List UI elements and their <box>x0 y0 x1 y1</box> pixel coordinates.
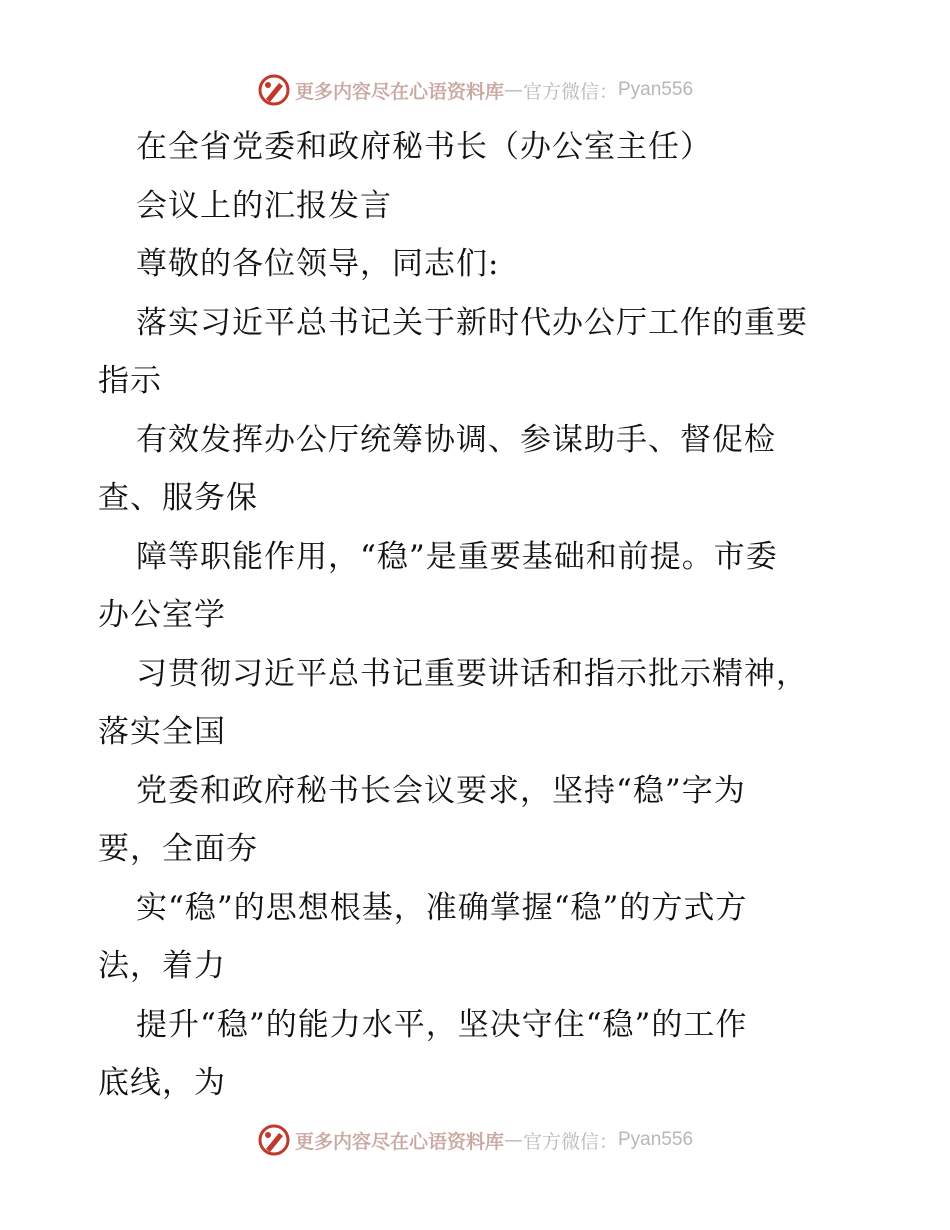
header-watermark <box>0 70 950 110</box>
text-line: 要，全面夯 <box>98 831 258 867</box>
text-line: 障等职能作用，“稳”是重要基础和前提。市委 <box>136 538 778 575</box>
red-pen-circle-logo-icon <box>257 1123 291 1157</box>
watermark-dash: — <box>503 79 523 101</box>
text-line: 有效发挥办公厅统筹协调、参谋助手、督促检 <box>136 421 776 458</box>
watermark-wechat-label: 官方微信： <box>522 80 618 103</box>
text-line: 落实全国 <box>98 714 226 750</box>
watermark-wechat-id: Pyan556 <box>618 79 694 100</box>
text-line: 办公室学 <box>98 597 226 633</box>
red-pen-circle-logo-icon <box>257 73 291 107</box>
text-line: 指示 <box>98 363 162 399</box>
text-line: 习贯彻习近平总书记重要讲话和指示批示精神， <box>136 655 808 692</box>
text-line: 尊敬的各位领导，同志们: <box>136 246 500 282</box>
text-line: 在全省党委和政府秘书长（办公室主任） <box>136 129 712 165</box>
text-line: 法，着力 <box>98 948 226 984</box>
footer-watermark <box>0 1120 950 1160</box>
watermark-slogan: 更多内容尽在心语资料库 <box>294 1130 504 1153</box>
text-line: 实“稳”的思想根基，准确掌握“稳”的方式方 <box>136 889 748 926</box>
text-line: 会议上的汇报发言 <box>136 187 392 224</box>
watermark-wechat-id: Pyan556 <box>618 1129 694 1150</box>
text-line: 底线，为 <box>98 1065 226 1101</box>
text-line: 提升“稳”的能力水平，坚决守住“稳”的工作 <box>136 1006 748 1043</box>
document-body <box>98 118 858 1113</box>
text-line: 党委和政府秘书长会议要求，坚持“稳”字为 <box>136 772 746 809</box>
watermark-slogan: 更多内容尽在心语资料库 <box>294 80 504 103</box>
watermark-dash: — <box>503 1129 523 1151</box>
watermark-wechat-label: 官方微信： <box>522 1130 618 1153</box>
text-line: 查、服务保 <box>98 480 258 516</box>
text-line: 落实习近平总书记关于新时代办公厅工作的重要 <box>136 304 808 341</box>
